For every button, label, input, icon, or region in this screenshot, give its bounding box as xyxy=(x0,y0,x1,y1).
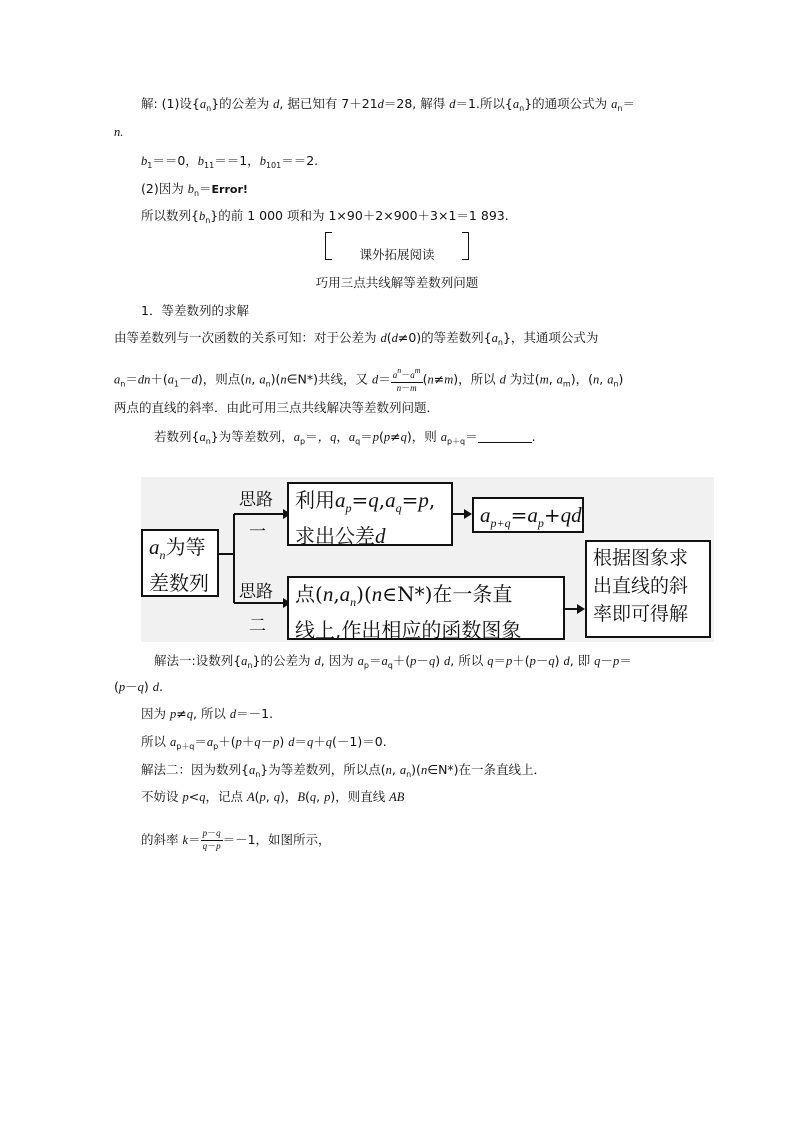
solution-flow-diagram xyxy=(141,477,714,642)
method1-step3: 所以 $a_{p+q}=a_p+(p+q-p)$ d＝q＋q(－1)＝0. xyxy=(141,734,387,751)
method2-line: 解法二：因为数列$\{a_n\}$为等差数列，所以点(n, $a_n)(n\in N*)$在一条直线上． xyxy=(141,762,547,779)
section-banner-text: 课外拓展阅读 xyxy=(359,247,435,262)
slope-fraction: $\frac{an-am}{n-m}$ xyxy=(392,366,421,394)
intro-line-1: 由等差数列与一次函数的关系可知：对于公差为 d(d≠0)的等差数列$\{a_n\}$，其通项公式为 xyxy=(114,330,599,347)
section-title: 巧用三点共线解等差数列问题 xyxy=(315,275,479,290)
conclusion-box: 根据图象求 出直线的斜 率即可得解 xyxy=(585,540,711,638)
route2-number: 二 xyxy=(249,616,266,636)
method1-step2: 因为 p≠q, 所以 d＝－1. xyxy=(141,706,274,721)
section-banner xyxy=(325,232,469,260)
answer-blank xyxy=(478,431,532,443)
route1-result-box: $a_{p+q}=a_p+qd$ xyxy=(472,497,584,533)
slope-k-fraction: $\frac{p-q}{q-p}$ xyxy=(202,828,221,852)
route2-box: 点$(n,a_n)(n\in N*)$在一条直 线上,作出相应的函数图象 xyxy=(287,576,565,640)
b-values-line: $b_1==0$，$b_{11}==1$，$b_{101}==2$. xyxy=(141,153,319,170)
route1-box: 利用$a_p=q,a_q=p$, 求出公差d xyxy=(287,482,453,546)
method2-step2: 不妨设 p<q，记点 A(p, q)，B(q, p)，则直线 AB xyxy=(141,789,405,804)
start-box: $a_n$为等 差数列 xyxy=(141,529,219,597)
subsection-heading: 1．等差数列的求解 xyxy=(141,303,249,318)
route2-label: 思路 xyxy=(239,582,273,602)
intro-line-3: 两点的直线的斜率．由此可用三点共线解决等差数列问题． xyxy=(114,400,440,415)
method1-line-continued: (p－q) d. xyxy=(114,679,163,694)
solution-part1-line: 解: (1)设$\{a_n\}$的公差为 d, 据已知有 7＋21d＝28, 解得 d＝1.所以$\{a_n\}$的通项公式为 $a_n=$ xyxy=(141,96,635,113)
problem-statement: 若数列$\{a_n\}$为等差数列，$a_p=$，q，$a_q=p(p\ne q)$，则 $a_{p+q}=$ . xyxy=(154,429,536,446)
route1-label: 思路 xyxy=(239,490,273,510)
solution-part2-line: (2)因为 $b_n=Error$! xyxy=(141,181,248,198)
sum-line: 所以数列$\{b_n\}$的前 1 000 项和为 1×90＋2×900＋3×1＝1 893. xyxy=(141,208,509,225)
method2-step3: 的斜率 k＝ $\frac{p-q}{q-p}$ ＝－1，如图所示， xyxy=(141,828,331,852)
solution-part1-continued: n. xyxy=(114,125,124,139)
route1-number: 一 xyxy=(249,522,266,542)
method1-line: 解法一:设数列$\{a_n\}$的公差为 d, 因为 $a_p=a_q+(p-q)$ d, 所以 q＝p＋(p－q) d, 即 q－p＝ xyxy=(154,653,632,670)
intro-line-2: $a_n=dn+(a_1-d)$，则点(n, $a_n)(n\in N*)$共线，又 d＝ $\frac{an-am}{n-m}$ (n≠m)，所以 d 为过(m, $a_m$)，(n, $a_n$) xyxy=(114,366,624,394)
